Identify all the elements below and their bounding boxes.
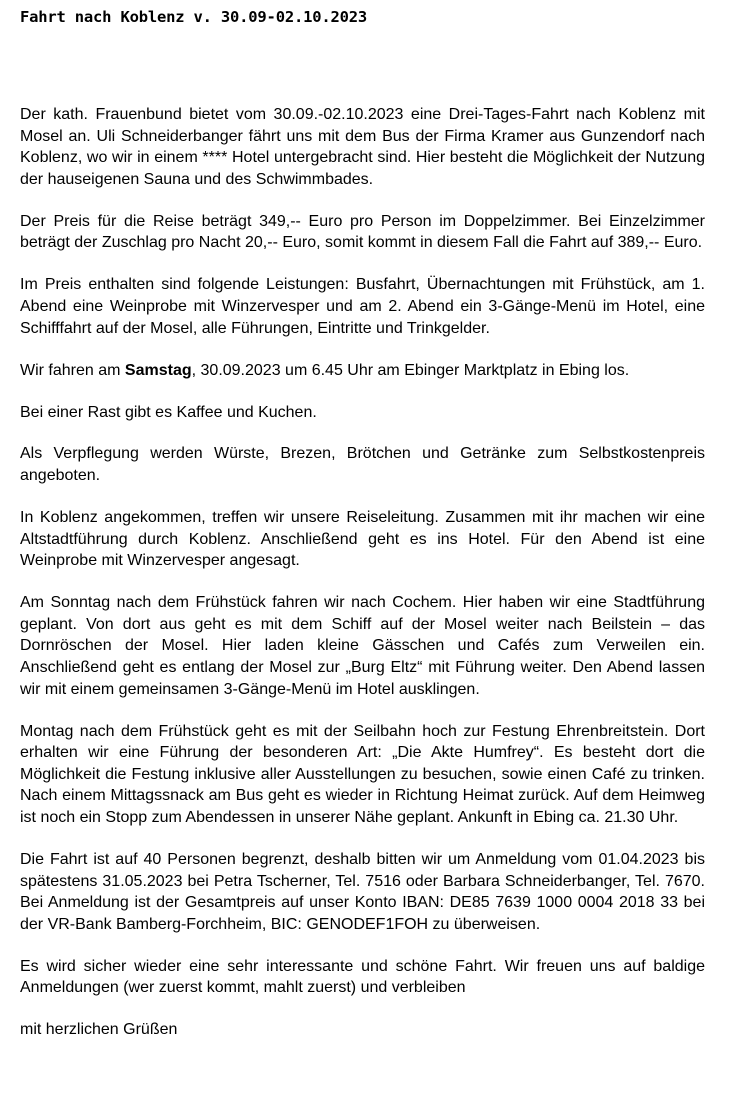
paragraph-catering: Als Verpflegung werden Würste, Brezen, Brötchen und Getränke zum Selbstkostenpreis angeboten. — [20, 445, 705, 485]
paragraph-day-two: Am Sonntag nach dem Frühstück fahren wir nach Cochem. Hier haben wir eine Stadtführung geplant. Von dort aus geht es mit dem Schiff auf der Mosel weiter nach Beilstein – das Dornröschen der Mosel. Hier laden kleine Gässchen und Cafés zum Verweilen ein. Anschließend geht es entlang der Mosel zur „Burg Eltz“ mit Führung weiter. Den Abend lassen wir mit einem gemeinsamen 3-Gänge-Menü im Hotel ausklingen. — [20, 594, 705, 698]
departure-day-bold: Samstag — [124, 361, 192, 379]
paragraph-closing: Es wird sicher wieder eine sehr interessante und schöne Fahrt. Wir freuen uns auf baldige Anmeldungen (wer zuerst kommt, mahlt zuerst) und verbleiben — [20, 957, 705, 997]
document-body — [20, 104, 705, 1041]
departure-text-after: , 30.09.2023 um 6.45 Uhr am Ebinger Marktplatz in Ebing los. — [191, 361, 630, 379]
departure-text-before: Wir fahren am — [20, 361, 125, 379]
paragraph-greeting: mit herzlichen Grüßen — [20, 1021, 178, 1039]
paragraph-departure — [20, 360, 705, 382]
paragraph-day-three: Montag nach dem Frühstück geht es mit der Seilbahn hoch zur Festung Ehrenbreitstein. Dort erhalten wir eine Führung der besonderen Art: „Die Akte Humfrey“. Es besteht dort die Möglichkeit die Festung inklusive aller Ausstellungen zu besuchen, sowie einen Café zu trinken. Nach einem Mittagssnack am Bus geht es wieder in Richtung Heimat zurück. Auf dem Heimweg ist noch ein Stopp zum Abendessen in unserer Nähe geplant. Ankunft in Ebing ca. 21.30 Uhr. — [20, 722, 705, 826]
paragraph-included-services: Im Preis enthalten sind folgende Leistungen: Busfahrt, Übernachtungen mit Frühstück, am 1. Abend eine Weinprobe mit Winzervesper und am 2. Abend ein 3-Gänge-Menü im Hotel, eine Schifffahrt auf der Mosel, alle Führungen, Eintritte und Trinkgelder. — [20, 276, 705, 337]
paragraph-price: Der Preis für die Reise beträgt 349,-- Euro pro Person im Doppelzimmer. Bei Einzelzimmer beträgt der Zuschlag pro Nacht 20,-- Euro, somit kommt in diesem Fall die Fahrt auf 389,-- Euro. — [20, 212, 705, 252]
paragraph-day-one: In Koblenz angekommen, treffen wir unsere Reiseleitung. Zusammen mit ihr machen wir eine Altstadtführung durch Koblenz. Anschließend geht es ins Hotel. Für den Abend ist eine Weinprobe mit Winzervesper angesagt. — [20, 509, 705, 570]
paragraph-intro: Der kath. Frauenbund bietet vom 30.09.-02.10.2023 eine Drei-Tages-Fahrt nach Koblenz mit Mosel an. Uli Schneiderbanger fährt uns mit dem Bus der Firma Kramer aus Gunzendorf nach Koblenz, wo wir in einem **** Hotel untergebracht sind. Hier besteht die Möglichkeit der Nutzung der hauseigenen Sauna und des Schwimmbades. — [20, 106, 705, 188]
paragraph-registration: Die Fahrt ist auf 40 Personen begrenzt, deshalb bitten wir um Anmeldung vom 01.04.2023 bis spätestens 31.05.2023 bei Petra Tscherner, Tel. 7516 oder Barbara Schneiderbanger, Tel. 7670. Bei Anmeldung ist der Gesamtpreis auf unser Konto IBAN: DE85 7639 1000 0004 2018 33 bei der VR-Bank Bamberg-Forchheim, BIC: GENODEF1FOH zu überweisen. — [20, 850, 705, 933]
paragraph-rest-stop: Bei einer Rast gibt es Kaffee und Kuchen. — [20, 403, 317, 421]
document-title: Fahrt nach Koblenz v. 30.09-02.10.2023 — [20, 8, 368, 26]
